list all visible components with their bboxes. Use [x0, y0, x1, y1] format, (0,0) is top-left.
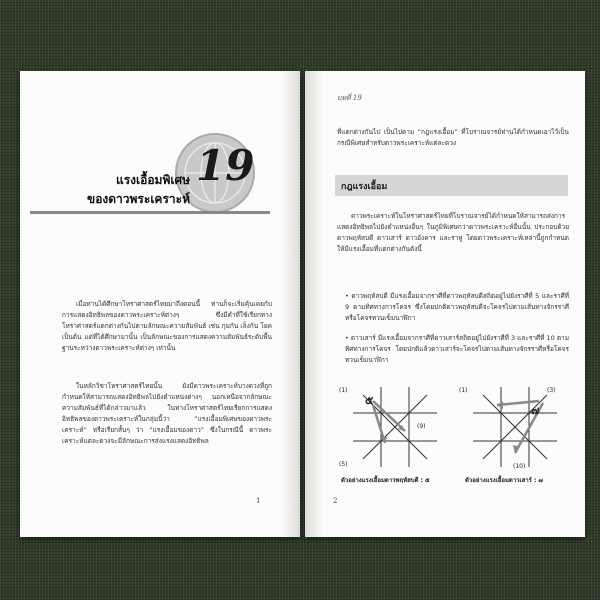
left-paragraph-2: ในหลักวิชาโหราศาสตร์ไทยนั้น ยังมีดาวพระเคราะห์บางดวงที่ถูกกำหนดให้สามารถแสดงอิทธิพลไปยังตำแหน่งต่างๆ นอกเหนือจากลักษณะความสัมพันธ์ที่ได้กล่าวมาแล้ว ในทางโหราศาสตร์ไทยเรียกการแสดงอิทธิพลของดาวพระเคราะห์ในกลุ่มนี้ว่า “แรงเอื้อมพิเศษของดาวพระเคราะห์” หรือเรียกสั้นๆ ว่า “แรงเอื้อมของดาว” ซึ่งในกรณีนี้ ดาวพระเคราะห์แต่ละดวงจะมีลักษณะการส่งแรงแสดงอิทธิพล: [62, 382, 272, 445]
chapter-title-line2: ของดาวพระเคราะห์: [86, 192, 190, 206]
diagram1-label-9: (9): [417, 423, 426, 430]
diagram2-label-10: (10): [513, 463, 526, 470]
diagram2-planet-glyph: ๗: [531, 404, 540, 417]
diagram2-caption: ตัวอย่างแรงเอื้อมดาวเสาร์ : ๗: [465, 477, 543, 484]
left-gutter-shadow: [282, 71, 300, 537]
chapter-title: [80, 171, 190, 209]
right-intro: ที่แตกต่างกันไป เป็นไปตาม “กฎแรงเอื้อม” ที่โบราณจารย์ท่านได้กำหนดเอาไว้เป็นกรณีพิเศษสำหรับดาวพระเคราะห์แต่ละดวง: [337, 128, 569, 147]
diagram1-label-1: (1): [339, 387, 348, 394]
left-paragraph-1: เมื่อท่านได้ศึกษาโหราศาสตร์ไทยมาถึงตอนนี้ ท่านก็จะเริ่มคุ้นเคยกับการแสดงอิทธิพลของดาวพระเคราะห์ต่างๆ ซึ่งมีคำที่ใช้เรียกทางโหราศาสตร์แตกต่างกันไปตามลักษณะความสัมพันธ์ เช่น กุมกัน เล็งกัน โยค เป็นต้น แต่ที่ได้ศึกษามานั้น เป็นลักษณะของการแสดงความสัมพันธ์ระดับพื้นฐานระหว่างดาวพระเคราะห์ต่างๆ เท่านั้น: [62, 300, 272, 352]
diagram2-label-3: (3): [547, 387, 556, 394]
diagram1-caption: ตัวอย่างแรงเอื้อมดาวพฤหัสบดี : ๕: [341, 477, 430, 484]
diagram1-label-5: (5): [339, 461, 348, 468]
page-number-right: 2: [333, 497, 338, 505]
chapter-title-line1: แรงเอื้อมพิเศษ: [115, 173, 190, 187]
chapter-rule: [30, 211, 270, 214]
left-page: [20, 71, 300, 537]
bullet-saturn: • ดาวเสาร์ มีแรงเอื้อมจากราศีที่ดาวเสาร์สถิตอยู่ไปยังราศีที่ 3 และราศีที่ 10 ตามทิศทางการโคจร โดยปกติแล้วดาวเสาร์จะโคจรไปตามเส้นทางจักรราศีหรือโคจรทวนเข็มนาฬิกา: [345, 334, 569, 364]
jupiter-reach-diagram: [345, 381, 445, 471]
running-header: บทที่ 19: [337, 94, 362, 102]
section-heading-box: [335, 175, 568, 196]
right-page: [305, 71, 585, 537]
diagram2-label-1: (1): [459, 387, 468, 394]
saturn-reach-diagram: [465, 381, 565, 471]
open-book: [20, 71, 585, 537]
bullet-jupiter: • ดาวพฤหัสบดี มีแรงเอื้อมจากราศีที่ดาวพฤหัสบดีสถิตอยู่ไปยังราศีที่ 5 และราศีที่ 9 ตามทิศทางการโคจร ซึ่งโดยปกติดาวพฤหัสบดีจะโคจรไปตามเส้นทางจักรราศีหรือโคจรทวนเข็มนาฬิกา: [345, 292, 569, 322]
chapter-number: 19: [196, 141, 255, 190]
page-number-left: 1: [256, 497, 261, 505]
right-paragraph-1: ดาวพระเคราะห์ในโหราศาสตร์ไทยที่โบราณจารย์ได้กำหนดให้สามารถส่งการแสดงอิทธิพลไปยังตำแหน่งอื่นๆ ในภูมิพิเศษกว่าดาวพระเคราะห์อื่นนั้น ประกอบด้วยดาวพฤหัสบดี ดาวเสาร์ ดาวอังคาร และราหู โดยดาวพระเคราะห์เหล่านี้ถูกกำหนดให้มีแรงเอื้อมที่แตกต่างกันดังนี้: [337, 212, 569, 253]
right-gutter-shadow: [305, 71, 323, 537]
section-title: กฎแรงเอื้อม: [341, 182, 388, 192]
diagram1-planet-glyph: ๕: [365, 394, 374, 407]
